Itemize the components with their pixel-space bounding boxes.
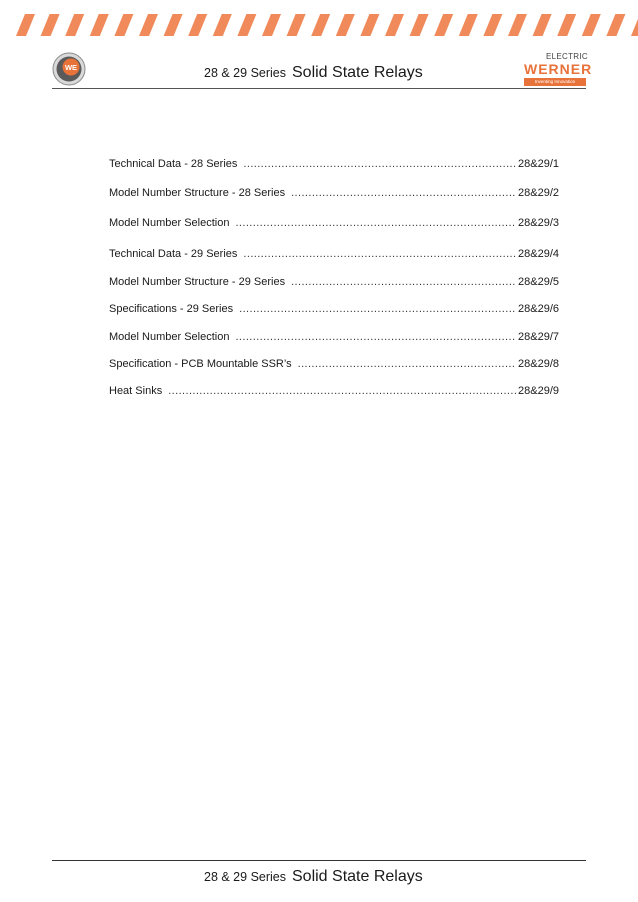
toc-leader: [243, 248, 516, 260]
toc-label: Technical Data - 29 Series: [109, 248, 238, 260]
stripe: [114, 14, 133, 36]
company-logo-icon: [52, 52, 86, 86]
stripe: [459, 14, 478, 36]
toc-page: 28&29/9: [518, 385, 559, 397]
toc-page: 28&29/7: [518, 331, 559, 343]
toc-leader: [291, 276, 516, 288]
toc-leader: [168, 385, 516, 397]
toc-leader: [298, 358, 516, 370]
toc-page: 28&29/8: [518, 358, 559, 370]
toc-page: 28&29/4: [518, 248, 559, 260]
toc-page: 28&29/3: [518, 217, 559, 229]
stripe: [164, 14, 183, 36]
header-series-big: Solid State Relays: [292, 64, 423, 81]
stripe: [508, 14, 527, 36]
stripe: [139, 14, 158, 36]
stripe: [360, 14, 379, 36]
toc-row[interactable]: [109, 248, 559, 264]
stripe: [237, 14, 256, 36]
toc-leader: [291, 187, 516, 199]
footer-divider: [52, 860, 586, 861]
brand-logo-name: WERNER: [524, 61, 593, 77]
brand-logo: [524, 52, 593, 86]
stripe: [582, 14, 601, 36]
stripe: [483, 14, 502, 36]
footer-series-big: Solid State Relays: [292, 868, 423, 885]
stripe: [188, 14, 207, 36]
stripe: [533, 14, 552, 36]
toc-page: 28&29/1: [518, 158, 559, 170]
page-header: [0, 48, 638, 90]
toc-label: Technical Data - 28 Series: [109, 158, 238, 170]
toc-row[interactable]: [109, 358, 559, 374]
toc-row[interactable]: [109, 217, 559, 233]
stripe: [41, 14, 60, 36]
stripe: [287, 14, 306, 36]
stripe: [557, 14, 576, 36]
stripe: [16, 14, 35, 36]
header-title: [204, 64, 423, 82]
decorative-stripe-bar: [0, 14, 638, 36]
brand-logo-tagline: Inventing Innovation: [524, 78, 586, 86]
stripe: [336, 14, 355, 36]
toc-row[interactable]: [109, 187, 559, 203]
stripe: [410, 14, 429, 36]
toc-row[interactable]: [109, 158, 559, 174]
stripe: [262, 14, 281, 36]
stripe: [311, 14, 330, 36]
stripe: [90, 14, 109, 36]
stripe: [631, 14, 638, 36]
toc-page: 28&29/2: [518, 187, 559, 199]
toc-row[interactable]: [109, 331, 559, 347]
toc-row[interactable]: [109, 303, 559, 319]
toc-page: 28&29/6: [518, 303, 559, 315]
toc-leader: [235, 217, 516, 229]
brand-logo-top-text: ELECTRIC: [546, 52, 588, 61]
header-divider: [52, 88, 586, 89]
toc-label: Model Number Structure - 28 Series: [109, 187, 286, 199]
stripe: [385, 14, 404, 36]
toc-leader: [239, 303, 516, 315]
toc-label: Model Number Selection: [109, 331, 230, 343]
toc-leader: [243, 158, 516, 170]
toc-label: Model Number Structure - 29 Series: [109, 276, 286, 288]
toc-label: Heat Sinks: [109, 385, 163, 397]
stripe: [213, 14, 232, 36]
toc-page: 28&29/5: [518, 276, 559, 288]
toc-label: Specifications - 29 Series: [109, 303, 234, 315]
toc-leader: [235, 331, 516, 343]
toc-row[interactable]: [109, 385, 559, 401]
header-series-small: 28 & 29 Series: [204, 66, 286, 80]
stripe: [65, 14, 84, 36]
left-logo-text: WE: [64, 63, 78, 72]
toc-label: Specification - PCB Mountable SSR’s: [109, 358, 292, 370]
toc-label: Model Number Selection: [109, 217, 230, 229]
toc-row[interactable]: [109, 276, 559, 292]
stripe: [434, 14, 453, 36]
stripe: [606, 14, 625, 36]
footer-series-small: 28 & 29 Series: [204, 870, 286, 884]
page-footer: [204, 868, 423, 886]
